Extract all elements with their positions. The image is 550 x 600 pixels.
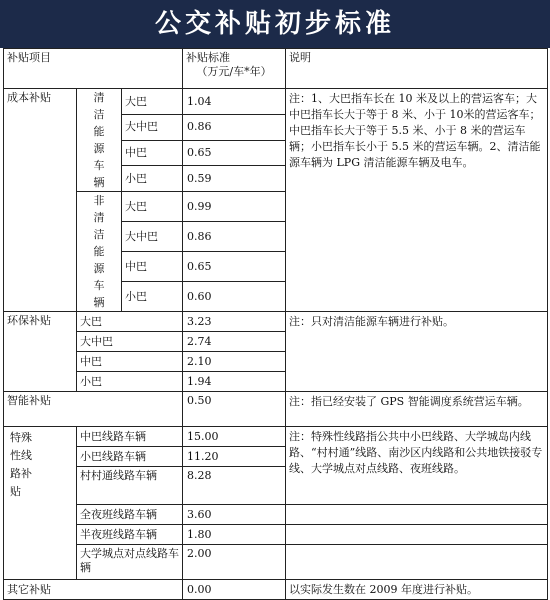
special-label: 特殊性线路补贴 [4, 427, 77, 580]
standard-value: 0.99 [183, 192, 286, 222]
vehicle-type: 小巴 [77, 372, 183, 392]
route-type: 小巴线路车辆 [77, 447, 183, 467]
nonclean-energy-label: 非清洁能源车辆 [77, 192, 122, 312]
cost-note: 注：1、大巴指车长在 10 米及以上的营运客车；大中巴指车长大于等于 8 米、小于 10米的营运客车；中巴指车长大于等于 5.5 米、小于 8 米的营运车辆；小巴指车长小于 5.5 米的营运车辆。2、清洁能源车辆为 LPG 清洁能源车辆及电车。 [286, 89, 548, 312]
vehicle-type: 中巴 [122, 140, 183, 166]
vehicle-type: 大巴 [122, 89, 183, 115]
route-type: 全夜班线路车辆 [77, 505, 183, 525]
standard-value: 0.60 [183, 282, 286, 312]
vehicle-type: 大巴 [122, 192, 183, 222]
table-row [4, 312, 548, 332]
clean-energy-label: 清洁能源车辆 [77, 89, 122, 192]
route-type: 村村通线路车辆 [77, 467, 183, 505]
standard-value: 0.59 [183, 166, 286, 192]
vehicle-type: 中巴 [77, 352, 183, 372]
standard-value: 0.86 [183, 114, 286, 140]
standard-value: 0.50 [183, 392, 286, 427]
table-row [4, 580, 548, 600]
standard-value: 3.23 [183, 312, 286, 332]
standard-value: 2.00 [183, 545, 286, 580]
standard-value: 0.65 [183, 252, 286, 282]
table-row [4, 89, 548, 115]
standard-value: 8.28 [183, 467, 286, 505]
smart-note: 注：指已经安装了 GPS 智能调度系统营运车辆。 [286, 392, 548, 427]
standard-value: 1.04 [183, 89, 286, 115]
standard-value: 11.20 [183, 447, 286, 467]
header-note: 说明 [286, 49, 548, 89]
route-type: 中巴线路车辆 [77, 427, 183, 447]
vehicle-type: 小巴 [122, 166, 183, 192]
smart-label: 智能补贴 [4, 392, 183, 427]
table-row [4, 392, 548, 427]
env-label: 环保补贴 [4, 312, 77, 392]
empty-note [286, 525, 548, 545]
env-note: 注：只对清洁能源车辆进行补贴。 [286, 312, 548, 392]
standard-value: 1.80 [183, 525, 286, 545]
empty-note [286, 505, 548, 525]
standard-value: 0.65 [183, 140, 286, 166]
standard-value: 0.00 [183, 580, 286, 600]
other-note: 以实际发生数在 2009 年度进行补贴。 [286, 580, 548, 600]
standard-value: 15.00 [183, 427, 286, 447]
route-type: 半夜班线路车辆 [77, 525, 183, 545]
vehicle-type: 大中巴 [122, 114, 183, 140]
standard-value: 1.94 [183, 372, 286, 392]
header-row [4, 49, 548, 89]
standard-value: 3.60 [183, 505, 286, 525]
table-row [4, 545, 548, 580]
standard-value: 0.86 [183, 222, 286, 252]
vehicle-type: 大中巴 [77, 332, 183, 352]
header-standard-label: 补贴标准 [186, 51, 230, 64]
vehicle-type: 大中巴 [122, 222, 183, 252]
document-title: 公交补贴初步标准 [0, 0, 550, 48]
header-standard [183, 49, 286, 89]
special-note: 注：特殊性线路指公共中小巴线路、大学城岛内线路、“村村通”线路、南沙区内线路和公共地铁接驳专线、大学城点对点线路、夜班线路。 [286, 427, 548, 505]
header-item: 补贴项目 [4, 49, 183, 89]
header-unit: （万元/车*年） [196, 64, 272, 78]
cost-label: 成本补贴 [4, 89, 77, 312]
vehicle-type: 小巴 [122, 282, 183, 312]
table-row [4, 505, 548, 525]
other-label: 其它补贴 [4, 580, 183, 600]
standard-value: 2.74 [183, 332, 286, 352]
vehicle-type: 大巴 [77, 312, 183, 332]
route-type: 大学城点对点线路车辆 [77, 545, 183, 580]
table-row [4, 525, 548, 545]
table-row [4, 427, 548, 447]
vehicle-type: 中巴 [122, 252, 183, 282]
empty-note [286, 545, 548, 580]
standard-value: 2.10 [183, 352, 286, 372]
subsidy-table-body [3, 48, 548, 600]
